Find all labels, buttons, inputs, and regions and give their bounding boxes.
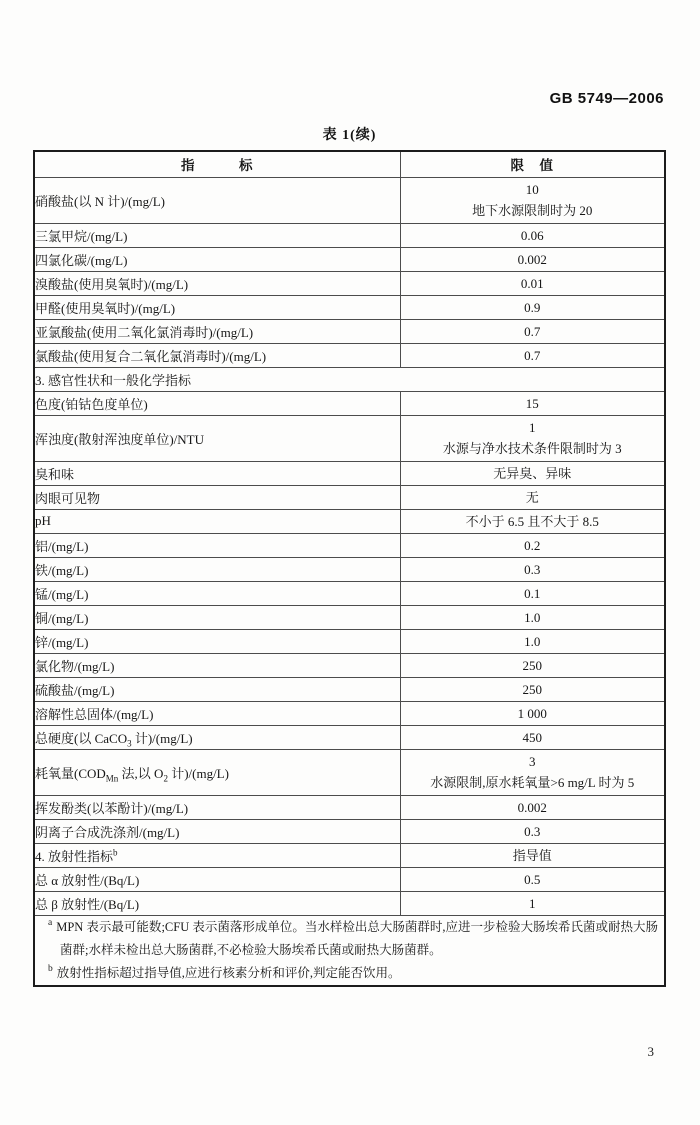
indicator-cell [34, 533, 400, 557]
footnote [35, 916, 664, 962]
table-row [34, 701, 665, 725]
table-row [34, 343, 665, 367]
label-text: 硫酸盐/(mg/L) [35, 682, 115, 698]
indicator-cell [34, 177, 400, 223]
label-text: 色度(铂钴色度单位) [35, 396, 148, 412]
limit-cell [400, 391, 665, 415]
label-text: 甲醛(使用臭氧时)/(mg/L) [35, 300, 176, 316]
limit-value-line: 0.2 [524, 537, 541, 553]
limit-cell [400, 605, 665, 629]
label-text: 锰/(mg/L) [35, 586, 89, 602]
table-row [34, 247, 665, 271]
limit-value-line: 0.5 [524, 871, 541, 887]
indicator-cell [34, 415, 400, 461]
label-text: 三氯甲烷/(mg/L) [35, 228, 128, 244]
limit-cell [400, 223, 665, 247]
limit-cell [400, 653, 665, 677]
limit-value-line: 250 [522, 681, 542, 697]
limit-value-line: 0.002 [517, 251, 547, 267]
limit-cell [400, 319, 665, 343]
label-text: 氯化物/(mg/L) [35, 658, 115, 674]
limit-cell [400, 629, 665, 653]
limit-value-line: 水源与净水技术条件限制时为 3 [442, 441, 622, 456]
label-text: 溶解性总固体/(mg/L) [35, 706, 154, 722]
subscript-text: Mn [105, 773, 119, 784]
label-text: 硝酸盐(以 N 计)/(mg/L) [35, 193, 165, 209]
table-row [34, 677, 665, 701]
limit-value-line: 无异臭、异味 [493, 465, 572, 481]
limit-cell [400, 819, 665, 843]
table-row [34, 867, 665, 891]
footnote-text: MPN 表示最可能数;CFU 表示菌落形成单位。当水样检出总大肠菌群时,应进一步检验大肠埃希氏菌或耐热大肠菌群;水样未检出总大肠菌群,不必检验大肠埃希氏菌或耐热大肠菌群。 [56, 919, 658, 957]
table-row [34, 415, 665, 461]
limits-table-body [34, 177, 665, 986]
limit-value-line: 0.9 [524, 299, 541, 315]
table-header-row [34, 151, 665, 177]
limit-value-line: 0.7 [524, 347, 541, 363]
table-row [34, 391, 665, 415]
limit-value-line: 0.002 [517, 799, 547, 815]
table-row [34, 223, 665, 247]
indicator-cell [34, 295, 400, 319]
limit-value-line: 1.0 [524, 609, 541, 625]
label-text: 挥发酚类(以苯酚计)/(mg/L) [35, 800, 189, 816]
limit-cell [400, 533, 665, 557]
label-text: 氯酸盐(使用复合二氧化氯消毒时)/(mg/L) [35, 348, 267, 364]
limit-value-line: 0.7 [524, 323, 541, 339]
indicator-cell [34, 319, 400, 343]
limit-cell [400, 891, 665, 915]
label-text: 4. 放射性指标 [35, 848, 114, 864]
label-text: 总 α 放射性/(Bq/L) [35, 872, 140, 888]
indicator-cell [34, 677, 400, 701]
indicator-cell [34, 271, 400, 295]
limit-cell [400, 677, 665, 701]
footnote-text: 放射性指标超过指导值,应进行核素分析和评价,判定能否饮用。 [56, 965, 401, 980]
limit-value-line: 0.06 [520, 227, 544, 243]
limit-cell [400, 795, 665, 819]
indicator-cell [34, 223, 400, 247]
limit-value-line: 1.0 [524, 633, 541, 649]
indicator-cell [34, 509, 400, 533]
indicator-cell [34, 795, 400, 819]
limit-cell [400, 247, 665, 271]
limit-cell [400, 843, 665, 867]
table-row [34, 295, 665, 319]
table-row [34, 177, 665, 223]
limit-value-line: 指导值 [512, 847, 552, 863]
limit-value-line: 0.01 [520, 275, 544, 291]
limit-cell [400, 725, 665, 749]
limit-cell [400, 415, 665, 461]
limit-value-line: 1 000 [517, 705, 547, 721]
label-text: 铜/(mg/L) [35, 610, 89, 626]
indicator-cell [34, 485, 400, 509]
limit-cell [400, 485, 665, 509]
table-row [34, 891, 665, 915]
footnote-marker: b [48, 964, 53, 975]
water-quality-limits-table [33, 150, 666, 987]
indicator-cell [34, 701, 400, 725]
limit-value-line: 1 [529, 420, 536, 435]
limit-value-line: 1 [529, 895, 536, 911]
limit-cell [400, 343, 665, 367]
label-text: 臭和味 [35, 466, 75, 482]
limit-cell [400, 177, 665, 223]
limit-value-line: 无 [525, 489, 539, 505]
limit-cell [400, 867, 665, 891]
indicator-cell [34, 557, 400, 581]
table-title: 表 1(续) [322, 128, 377, 143]
limit-cell [400, 271, 665, 295]
table-row [34, 533, 665, 557]
limit-cell [400, 581, 665, 605]
footnotes-row [34, 915, 665, 986]
table-row [34, 557, 665, 581]
table-row [34, 271, 665, 295]
indicator-cell [34, 605, 400, 629]
label-text: 肉眼可见物 [35, 490, 101, 506]
limit-value-line: 水源限制,原水耗氧量>6 mg/L 时为 5 [430, 775, 635, 790]
label-text: 亚氯酸盐(使用二氧化氯消毒时)/(mg/L) [35, 324, 254, 340]
limit-value-line: 0.1 [524, 585, 541, 601]
table-row [34, 509, 665, 533]
subscript-text: 2 [163, 773, 168, 784]
table-row [34, 653, 665, 677]
indicator-cell [34, 629, 400, 653]
limit-value-line: 450 [522, 729, 542, 745]
indicator-cell [34, 867, 400, 891]
limit-cell [400, 461, 665, 485]
limit-value-line: 15 [525, 395, 539, 411]
limit-cell [400, 295, 665, 319]
label-text: 耗氧量(COD [35, 765, 106, 781]
indicator-cell [34, 247, 400, 271]
indicator-cell [34, 581, 400, 605]
label-text: 铁/(mg/L) [35, 562, 89, 578]
label-text: 法,以 O [118, 765, 164, 781]
limit-value-line: 0.3 [524, 561, 541, 577]
label-text: 3. 感官性状和一般化学指标 [35, 372, 192, 388]
section-row [34, 367, 665, 391]
footnote [35, 962, 664, 985]
label-text: 锌/(mg/L) [35, 634, 89, 650]
table-row [34, 581, 665, 605]
limit-value-line: 10 [525, 182, 539, 197]
footnotes-cell [34, 915, 665, 986]
indicator-cell [34, 843, 400, 867]
label-text: 总硬度(以 CaCO [35, 730, 128, 746]
section-row [34, 843, 665, 867]
indicator-cell [34, 749, 400, 795]
table-row [34, 795, 665, 819]
indicator-cell [34, 391, 400, 415]
limit-value-line: 地下水源限制时为 20 [472, 203, 593, 218]
table-row [34, 461, 665, 485]
limit-cell [400, 509, 665, 533]
indicator-cell [34, 819, 400, 843]
label-text: 四氯化碳/(mg/L) [35, 252, 128, 268]
standard-code: GB 5749—2006 [549, 90, 664, 107]
limit-value-line: 0.3 [524, 823, 541, 839]
table-row [34, 749, 665, 795]
indicator-cell [34, 343, 400, 367]
indicator-cell [34, 461, 400, 485]
limit-value-line: 不小于 6.5 且不大于 8.5 [465, 513, 599, 529]
label-text: 计)/(mg/L) [131, 730, 193, 746]
subscript-text: 3 [127, 738, 132, 749]
indicator-header-cell: 指 标 [34, 151, 400, 177]
label-text: 阴离子合成洗涤剂/(mg/L) [35, 824, 180, 840]
label-text: pH [35, 513, 51, 528]
label-text: 浑浊度(散射浑浊度单位)/NTU [35, 431, 204, 447]
indicator-cell [34, 653, 400, 677]
label-text: 总 β 放射性/(Bq/L) [35, 896, 140, 912]
table-row [34, 319, 665, 343]
limit-header-cell: 限 值 [400, 151, 665, 177]
indicator-cell [34, 891, 400, 915]
table-row [34, 725, 665, 749]
table-row [34, 819, 665, 843]
table-row [34, 605, 665, 629]
limit-cell [400, 749, 665, 795]
footnote-marker: a [48, 918, 53, 929]
table-row [34, 485, 665, 509]
superscript-marker: b [113, 847, 118, 858]
limit-value-line: 250 [522, 657, 542, 673]
label-text: 溴酸盐(使用臭氧时)/(mg/L) [35, 276, 189, 292]
limit-cell [400, 701, 665, 725]
table-row [34, 629, 665, 653]
label-text: 计)/(mg/L) [167, 765, 229, 781]
limit-cell [400, 557, 665, 581]
label-text: 铝/(mg/L) [35, 538, 89, 554]
indicator-cell [34, 367, 665, 391]
limit-value-line: 3 [529, 754, 536, 769]
indicator-cell [34, 725, 400, 749]
page-number: 3 [647, 1044, 654, 1059]
